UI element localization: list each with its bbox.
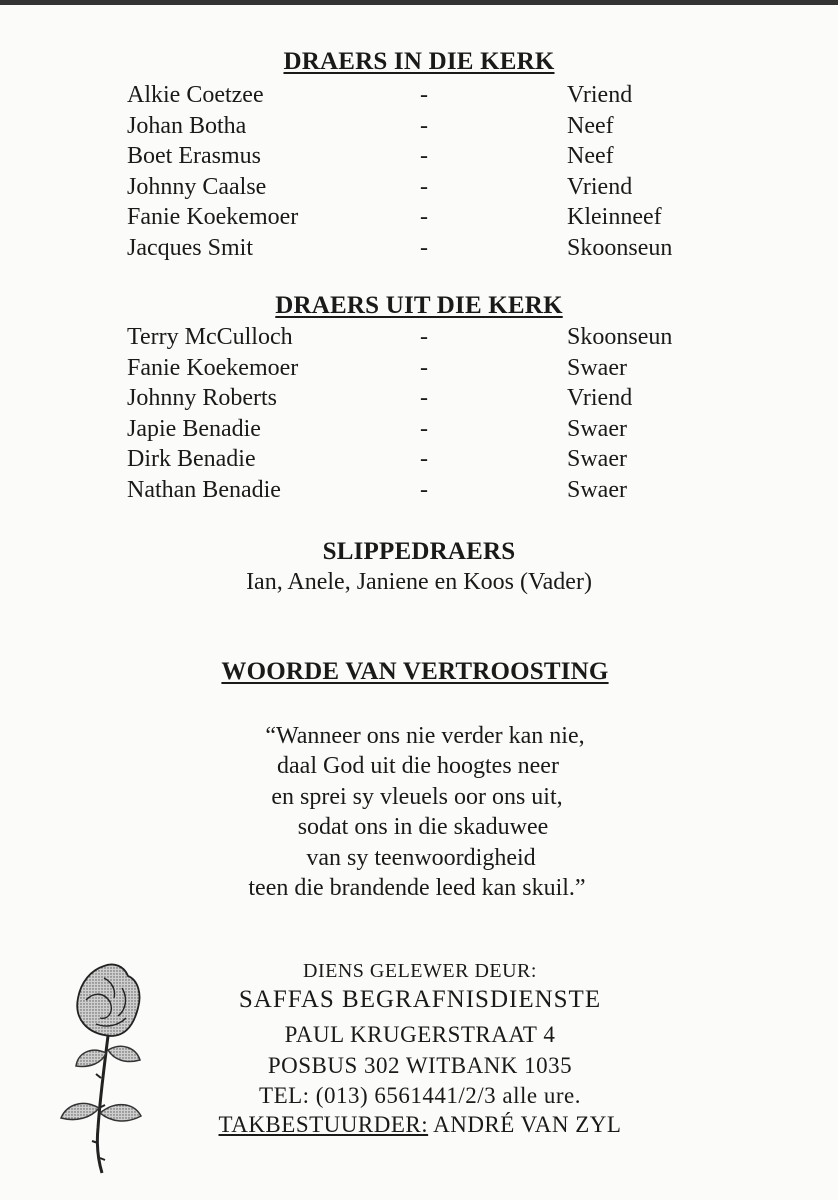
dash: - xyxy=(420,324,428,350)
manager-label: TAKBESTUURDER: xyxy=(218,1112,429,1137)
dash: - xyxy=(420,204,428,231)
list-item xyxy=(127,322,727,353)
bearer-relation: Skoonseun xyxy=(567,324,673,350)
branch-manager xyxy=(100,1112,740,1138)
bearer-relation: Skoonseun xyxy=(567,234,673,261)
dash: - xyxy=(420,82,428,108)
poem-line: daal God uit die hoogtes neer xyxy=(277,753,559,780)
bearer-name: Jacques Smit xyxy=(127,234,253,261)
poem-line: sodat ons in die skaduwee xyxy=(297,814,549,841)
bearer-name: Nathan Benadie xyxy=(127,476,281,503)
postal-address: POSBUS 302 WITBANK 1035 xyxy=(267,1053,573,1078)
list-draers-uit-die-kerk xyxy=(127,322,727,506)
heading-draers-uit-die-kerk: DRAERS UIT DIE KERK xyxy=(275,292,563,319)
dash: - xyxy=(420,234,428,261)
bearer-name: Johnny Caalse xyxy=(127,173,267,200)
top-border xyxy=(0,0,838,5)
dash: - xyxy=(420,143,428,170)
dash: - xyxy=(420,446,428,473)
list-item xyxy=(127,233,727,264)
bearer-relation: Swaer xyxy=(567,354,627,381)
list-item xyxy=(127,414,727,445)
list-item xyxy=(127,475,727,506)
list-item xyxy=(127,141,727,172)
bearer-relation: Swaer xyxy=(567,415,627,442)
street-address: PAUL KRUGERSTRAAT 4 xyxy=(284,1022,556,1047)
bearer-name: Fanie Koekemoer xyxy=(127,204,299,231)
bearer-name: Johan Botha xyxy=(127,112,247,139)
consolation-poem xyxy=(0,721,838,903)
bearer-relation: Neef xyxy=(567,112,614,139)
bearer-relation: Vriend xyxy=(567,82,633,108)
bearer-relation: Swaer xyxy=(567,476,627,503)
bearer-relation: Neef xyxy=(567,143,614,170)
bearer-relation: Vriend xyxy=(567,385,633,412)
list-item xyxy=(127,172,727,203)
list-item xyxy=(127,444,727,475)
list-item xyxy=(127,353,727,384)
bearer-name: Alkie Coetzee xyxy=(127,82,264,108)
manager-name: ANDRÉ VAN ZYL xyxy=(433,1112,622,1137)
bearer-name: Terry McCulloch xyxy=(127,324,293,350)
bearer-name: Boet Erasmus xyxy=(127,143,261,170)
bearer-relation: Swaer xyxy=(567,446,627,473)
bearer-relation: Kleinneef xyxy=(567,204,662,231)
bearer-relation: Vriend xyxy=(567,173,633,200)
list-item xyxy=(127,202,727,233)
dash: - xyxy=(420,173,428,200)
dash: - xyxy=(420,476,428,503)
bearer-name: Dirk Benadie xyxy=(127,446,256,473)
bearer-name: Johnny Roberts xyxy=(127,385,277,412)
list-item xyxy=(127,383,727,414)
dash: - xyxy=(420,415,428,442)
bearer-name: Japie Benadie xyxy=(127,415,261,442)
telephone: TEL: (013) 6561441/2/3 alle ure. xyxy=(259,1083,581,1108)
list-item xyxy=(127,80,727,111)
service-label: DIENS GELEWER DEUR: xyxy=(303,960,537,982)
list-item xyxy=(127,111,727,142)
heading-draers-in-die-kerk: DRAERS IN DIE KERK xyxy=(283,48,555,75)
dash: - xyxy=(420,112,428,139)
dash: - xyxy=(420,385,428,412)
bearer-name: Fanie Koekemoer xyxy=(127,354,299,381)
poem-line: teen die brandende leed kan skuil.” xyxy=(248,875,586,902)
company-name: SAFFAS BEGRAFNISDIENSTE xyxy=(238,986,602,1013)
poem-line: en sprei sy vleuels oor ons uit, xyxy=(271,783,563,810)
poem-line: “Wanneer ons nie verder kan nie, xyxy=(265,723,585,749)
slippedraers-names: Ian, Anele, Janiene en Koos (Vader) xyxy=(246,569,592,595)
heading-slippedraers: SLIPPEDRAERS xyxy=(322,538,516,565)
dash: - xyxy=(420,354,428,381)
poem-line: van sy teenwoordigheid xyxy=(306,844,536,871)
list-draers-in-die-kerk xyxy=(127,80,727,264)
heading-woorde-van-vertroosting: WOORDE VAN VERTROOSTING xyxy=(221,658,609,685)
